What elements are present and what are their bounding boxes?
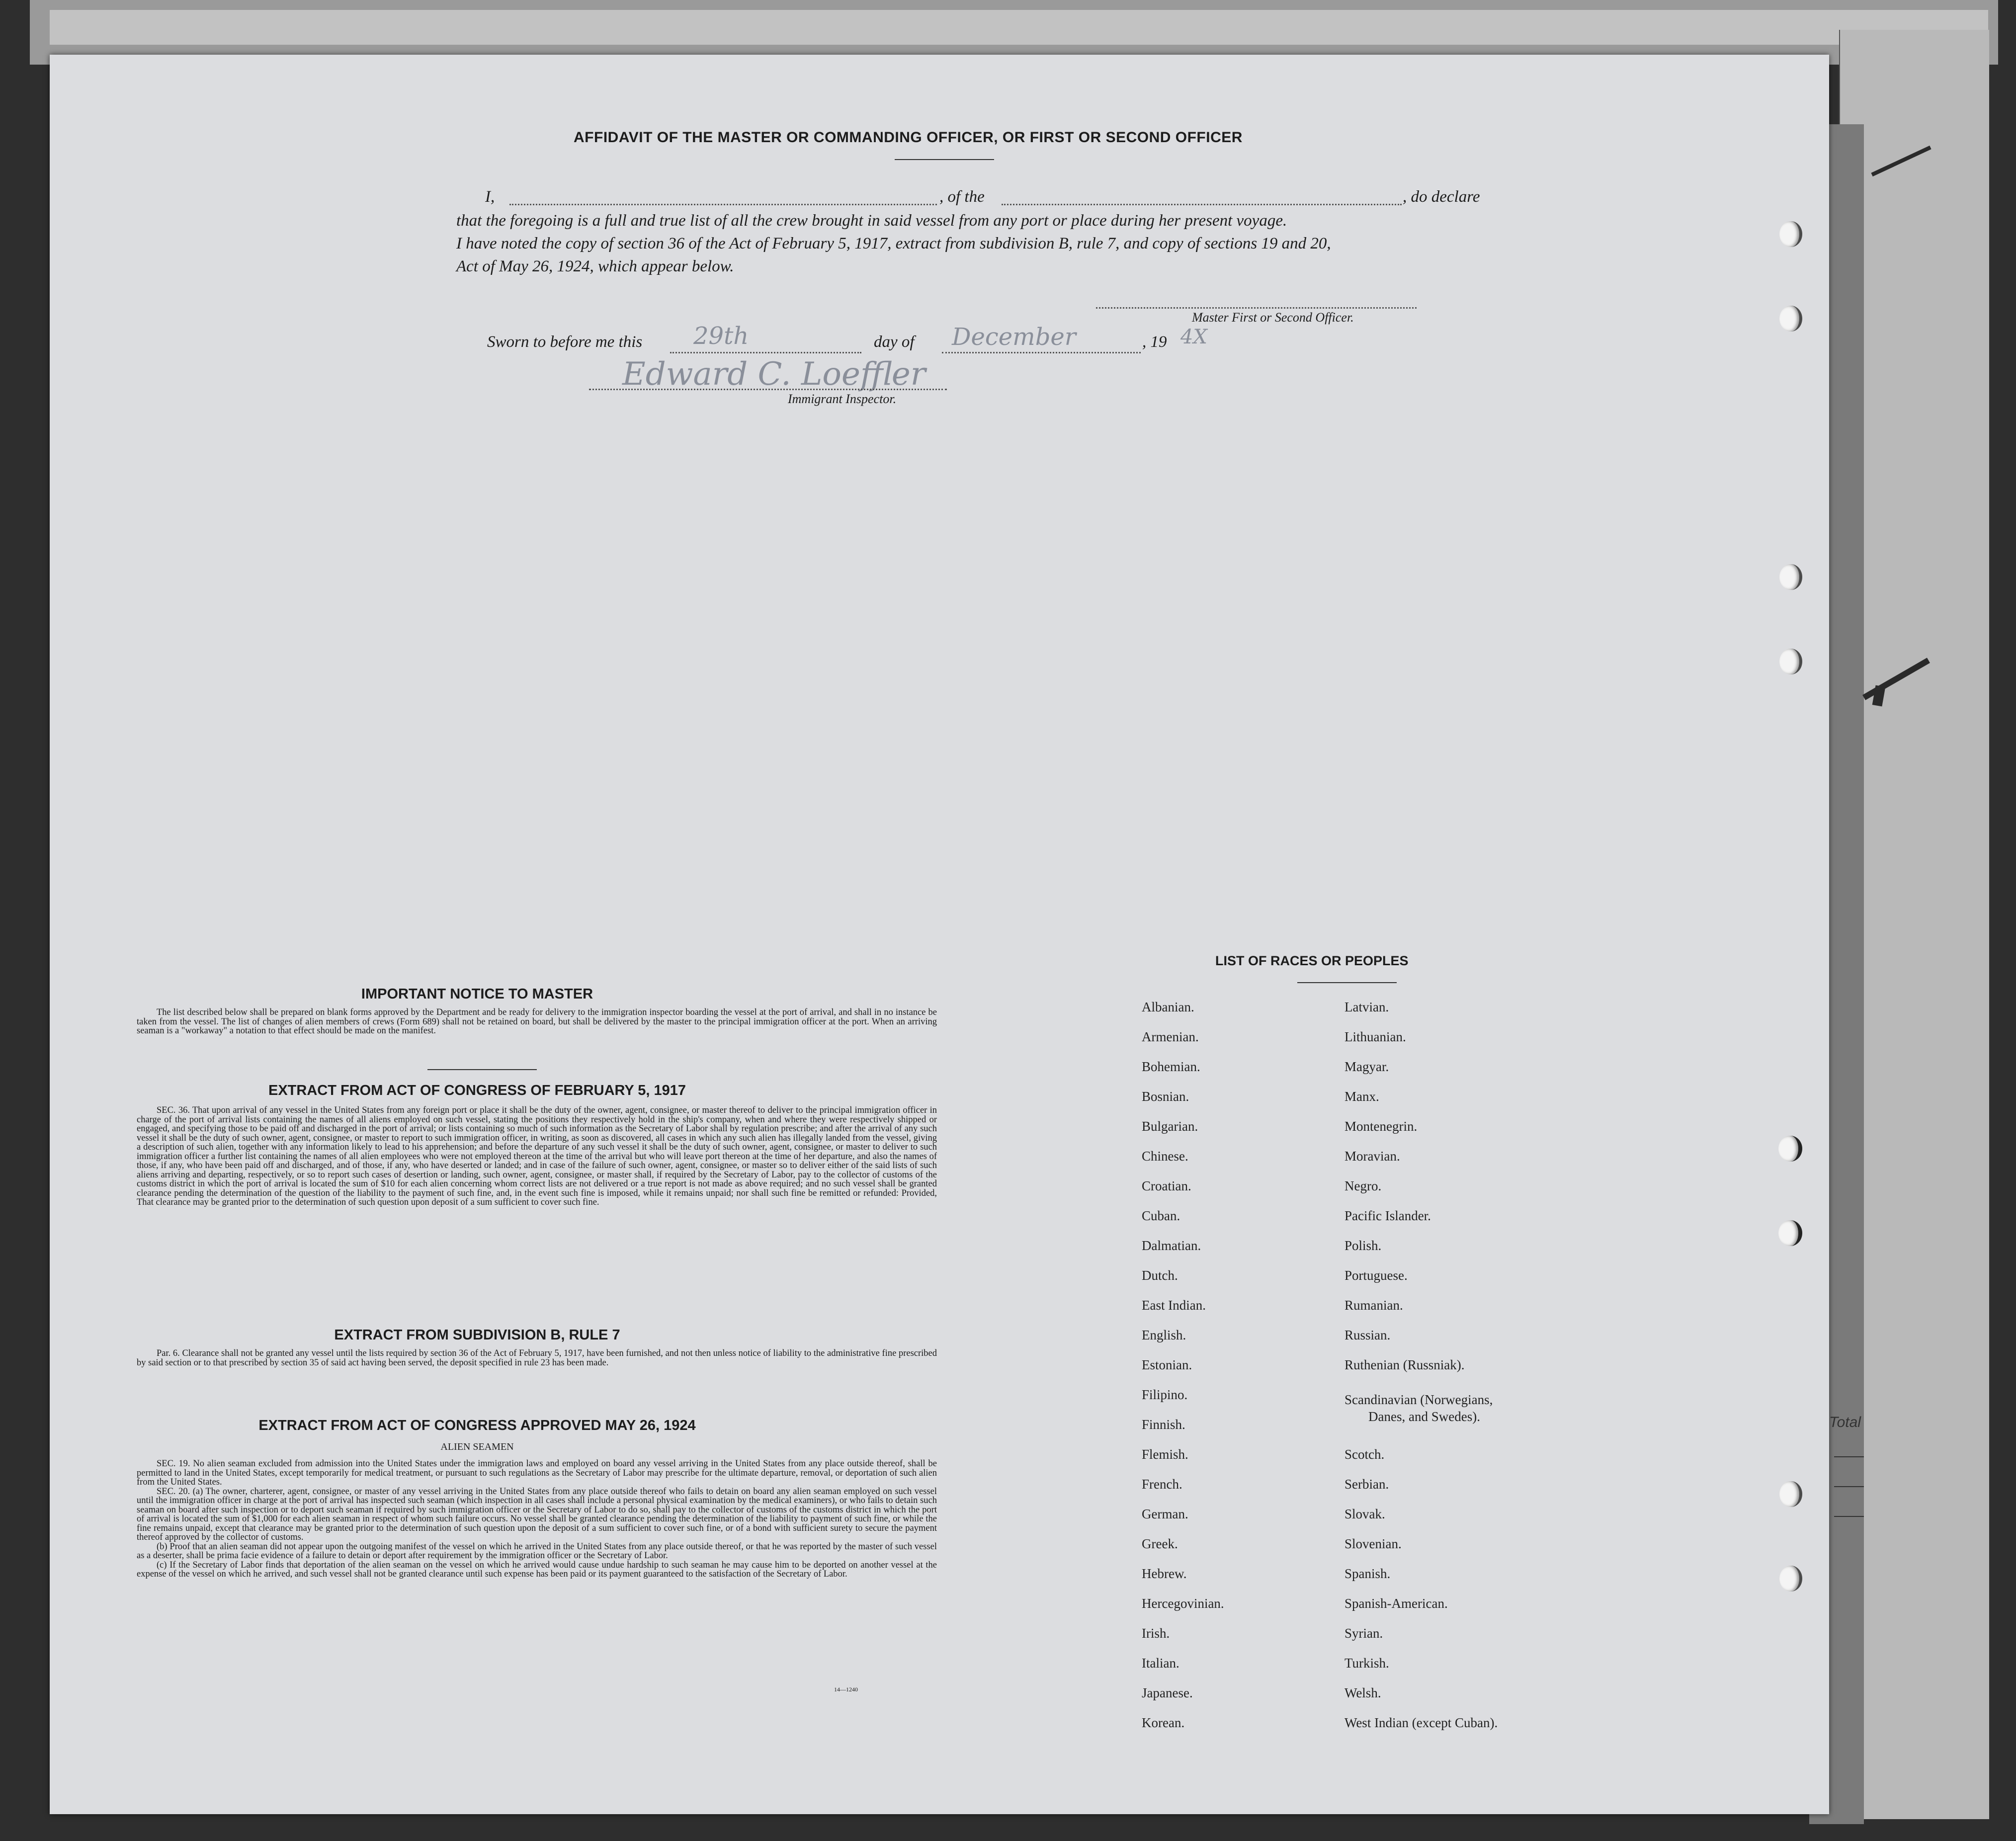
race-item-left: Italian. <box>1142 1656 1179 1671</box>
background-rule <box>1834 1456 1864 1457</box>
binder-hole <box>1778 1220 1802 1246</box>
race-item-right: Danes, and Swedes). <box>1368 1409 1480 1424</box>
race-item-right: Montenegrin. <box>1344 1119 1418 1134</box>
race-item-left: Dalmatian. <box>1142 1238 1201 1253</box>
notice-body <box>137 1008 937 1036</box>
extract-1924-title: EXTRACT FROM ACT OF CONGRESS APPROVED MAY 26, 1924 <box>258 1418 696 1433</box>
affidavit-of-the: , of the <box>939 188 985 206</box>
notice-title: IMPORTANT NOTICE TO MASTER <box>361 986 593 1002</box>
sworn-month-line <box>942 352 1141 353</box>
sworn-day-line <box>670 352 861 353</box>
race-item-right: Manx. <box>1344 1089 1379 1104</box>
race-item-left: Dutch. <box>1142 1268 1178 1283</box>
affidavit-line-2: that the foregoing is a full and true list of all the crew brought in said vessel from any port or place during her present voyage. <box>456 212 1287 230</box>
race-item-right: Negro. <box>1344 1178 1382 1193</box>
extract-1924-sec19: SEC. 19. No alien seaman excluded from admission into the United States under the immigration laws and employed on board any vessel arriving in the United States from any place outside thereof, shall be permitted to land in the United States, except temporarily for medical treatment, or pursuant to such regulations as the Secretary of Labor may prescribe for the ultimate departure, removal, or deportation of such alien from the United States. <box>137 1459 937 1487</box>
master-name-blank <box>509 204 937 205</box>
race-item-left: Croatian. <box>1142 1178 1191 1193</box>
extract-1924-sec20b: (b) Proof that an alien seaman did not appear upon the outgoing manifest of the vessel on which he arrived in the United States from any place outside thereof, or that he was reported by the master of such vessel as a deserter, shall be prima facie evidence of a failure to detain or deport after requirement by the immigration officer or the Secretary of Labor. <box>137 1541 937 1561</box>
affidavit-i: I, <box>485 188 495 206</box>
races-title: LIST OF RACES OR PEOPLES <box>1215 953 1409 968</box>
race-item-left: Hercegovinian. <box>1142 1596 1224 1611</box>
race-item-right: Portuguese. <box>1344 1268 1408 1283</box>
race-item-right: Scotch. <box>1344 1447 1385 1462</box>
race-item-right: Latvian. <box>1344 1000 1389 1014</box>
sworn-day-of: day of <box>874 333 915 351</box>
extract-rule7-title: EXTRACT FROM SUBDIVISION B, RULE 7 <box>334 1327 620 1343</box>
race-item-right: Spanish-American. <box>1344 1596 1448 1611</box>
background-margin-text: Total <box>1829 1414 1861 1430</box>
race-item-left: English. <box>1142 1328 1186 1342</box>
extract-rule7-body <box>137 1349 937 1367</box>
race-item-left: Armenian. <box>1142 1029 1199 1044</box>
race-item-left: Bulgarian. <box>1142 1119 1198 1134</box>
race-item-left: Finnish. <box>1142 1417 1185 1432</box>
race-item-right: Scandinavian (Norwegians, <box>1344 1392 1493 1407</box>
race-item-right: Turkish. <box>1344 1656 1389 1671</box>
background-rule <box>1834 1486 1864 1487</box>
vessel-name-blank <box>1002 204 1402 205</box>
race-item-left: Japanese. <box>1142 1685 1193 1700</box>
affidavit-line-4: Act of May 26, 1924, which appear below. <box>456 257 734 275</box>
race-item-right: Serbian. <box>1344 1477 1389 1492</box>
background-sheet-top-inner <box>50 10 1988 45</box>
race-item-left: Estonian. <box>1142 1357 1192 1372</box>
race-item-right: Slovak. <box>1344 1506 1385 1521</box>
binder-hole <box>1779 1481 1802 1507</box>
race-item-right: Magyar. <box>1344 1059 1389 1074</box>
race-item-left: German. <box>1142 1506 1188 1521</box>
alien-seamen-subtitle: ALIEN SEAMEN <box>440 1441 514 1452</box>
sworn-day-handwritten: 29th <box>693 322 749 350</box>
binder-hole <box>1779 306 1802 332</box>
race-item-left: Bosnian. <box>1142 1089 1189 1104</box>
race-item-left: East Indian. <box>1142 1298 1206 1313</box>
sworn-year-prefix: , 19 <box>1142 333 1167 351</box>
binder-hole <box>1779 649 1802 674</box>
extract-1917-sec36: SEC. 36. That upon arrival of any vessel in the United States from any foreign port or place it shall be the duty of the owner, agent, consignee, or master thereof to deliver to the principal immigration officer in charge of the port of arrival lists containing the names of all aliens employed on such vessel, stating the positions they respectively hold in the ship's company, when and where they were respectively shipped or engaged, and specifying those to be paid off and discharged in the port of arrival; or lists containing so much of such information as the Secretary of Labor shall by regulation prescribe; and after the arrival of any such vessel it shall be the duty of such owner, agent, consignee, or master to report to such immigration officer, in writing, as soon as discovered, all cases in which any such alien has illegally landed from the vessel, giving a description of such alien, together with any information likely to lead to his apprehension; and before the departure of any such vessel it shall be the duty of such owner, agent, consignee, or master to deliver to such immigration officer a further list containing the names of all alien employees who were not employed thereon at the time of the arrival but who will leave port thereon at the time of her departure, and also the names of those, if any, who have been paid off and discharged, and of those, if any, who have deserted or landed; and in case of the failure of such owner, agent, consignee, or master so to deliver either of the said lists of such aliens arriving and departing, respectively, or so to report such cases of desertion or landing, such owner, agent, consignee, or master shall, if required by the Secretary of Labor, pay to the collector of customs of the customs district in which the port of arrival is located the sum of $10 for each alien concerning whom correct lists are not delivered or a true report is not made as above required; and no such vessel shall be granted clearance pending the determination of the question of the liability to the payment of such fine, and, in the event such fine is imposed, while it remains unpaid; nor shall such fine be remitted or refunded: Provided, That clearance may be granted prior to the determination of such question upon deposit of a sum sufficient to cover such fine. <box>137 1105 937 1207</box>
sworn-month-handwritten: December <box>952 323 1076 351</box>
race-item-left: Irish. <box>1142 1626 1170 1641</box>
binder-hole <box>1779 564 1802 590</box>
binder-hole <box>1778 1136 1802 1162</box>
section-divider <box>427 1069 537 1070</box>
races-title-rule <box>1297 982 1397 983</box>
master-signature-line <box>1096 307 1417 309</box>
extract-1917-body <box>137 1106 937 1207</box>
race-item-left: Albanian. <box>1142 1000 1194 1014</box>
race-item-right: Lithuanian. <box>1344 1029 1406 1044</box>
inspector-label: Immigrant Inspector. <box>788 392 897 406</box>
race-item-right: Pacific Islander. <box>1344 1208 1431 1223</box>
binder-hole <box>1779 221 1802 247</box>
race-item-left: Hebrew. <box>1142 1566 1187 1581</box>
inspector-signature-line <box>589 389 947 390</box>
master-signature-label: Master First or Second Officer. <box>1192 310 1354 325</box>
race-item-right: Rumanian. <box>1344 1298 1403 1313</box>
manifest-page <box>50 55 1829 1814</box>
extract-rule7-par6: Par. 6. Clearance shall not be granted any vessel until the lists required by section 36 of the Act of February 5, 1917, have been furnished, and not then unless notice of liability to the administrative fine prescribed by said section or to that prescribed by section 35 of said act having been served, the deposit specified in rule 23 has been made. <box>137 1348 937 1368</box>
affidavit-title: AFFIDAVIT OF THE MASTER OR COMMANDING OFFICER, OR FIRST OR SECOND OFFICER <box>574 129 1243 146</box>
form-number: 14—1240 <box>834 1686 858 1693</box>
affidavit-title-rule <box>895 159 994 160</box>
race-item-right: Moravian. <box>1344 1149 1400 1164</box>
extract-1924-body <box>137 1459 937 1579</box>
race-item-right: Spanish. <box>1344 1566 1391 1581</box>
background-rule <box>1834 1516 1864 1517</box>
race-item-left: Chinese. <box>1142 1149 1188 1164</box>
race-item-right: Ruthenian (Russniak). <box>1344 1357 1465 1372</box>
race-item-left: Bohemian. <box>1142 1059 1200 1074</box>
race-item-right: Welsh. <box>1344 1685 1381 1700</box>
race-item-left: Filipino. <box>1142 1387 1188 1402</box>
race-item-right: Slovenian. <box>1344 1536 1402 1551</box>
extract-1917-title: EXTRACT FROM ACT OF CONGRESS OF FEBRUARY 5, 1917 <box>268 1083 686 1098</box>
race-item-left: Korean. <box>1142 1715 1185 1730</box>
race-item-left: Cuban. <box>1142 1208 1180 1223</box>
race-item-left: French. <box>1142 1477 1182 1492</box>
notice-text: The list described below shall be prepared on blank forms approved by the Department and be ready for delivery to the immigration inspector boarding the vessel at the port of arrival, and shall in no instance be taken from the vessel. The list of changes of alien members of crews (Form 689) shall not be retained on board, but shall be delivered by the master to the principal immigration officer at the port. When an arriving seaman is a "workaway" a notation to that effect should be made on the manifest. <box>137 1007 937 1036</box>
race-item-right: Syrian. <box>1344 1626 1383 1641</box>
affidavit-line-3: I have noted the copy of section 36 of the Act of February 5, 1917, extract from subdivision B, rule 7, and copy of sections 19 and 20, <box>456 235 1331 252</box>
inspector-signature: Edward C. Loeffler <box>622 356 926 393</box>
sworn-year-handwritten: 4X <box>1180 326 1207 348</box>
race-item-left: Greek. <box>1142 1536 1178 1551</box>
affidavit-do-declare: , do declare <box>1403 188 1480 206</box>
race-item-left: Flemish. <box>1142 1447 1188 1462</box>
binder-hole <box>1779 1566 1802 1591</box>
extract-1924-sec20a: SEC. 20. (a) The owner, charterer, agent, consignee, or master of any vessel arriving in the United States from any place outside thereof who fails to detain on board any alien seaman employed on such vessel until the immigration officer in charge at the port of arrival has inspected such seaman (which inspection in all cases shall include a personal physical examination by the medical examiners), or who fails to detain such seaman on board after such inspection or to deport such seaman if required by such immigration officer or the Secretary of Labor to do so, shall pay to the collector of customs of the customs district in which the port of arrival is located the sum of $1,000 for each alien seaman in respect of whom such failure occurs. No vessel shall be granted clearance pending the determination of the liability to payment of such fine, or while the fine remains unpaid, except that clearance may be granted prior to the determination of such question upon the deposit of a sum sufficient to cover such fine, or of a bond with sufficient surety to secure the payment thereof approved by the collector of customs. <box>137 1486 937 1542</box>
sworn-prefix: Sworn to before me this <box>487 333 643 351</box>
extract-1924-sec20c: (c) If the Secretary of Labor finds that deportation of the alien seaman on the vessel on which he arrived would cause undue hardship to such seaman he may cause him to be deported on another vessel at the expense of the vessel on which he arrived, and such vessel shall not be granted clearance until such expense has been paid or its payment guaranteed to the satisfaction of the Secretary of Labor. <box>137 1560 937 1579</box>
race-item-right: West Indian (except Cuban). <box>1344 1715 1498 1730</box>
race-item-right: Russian. <box>1344 1328 1391 1342</box>
race-item-right: Polish. <box>1344 1238 1382 1253</box>
